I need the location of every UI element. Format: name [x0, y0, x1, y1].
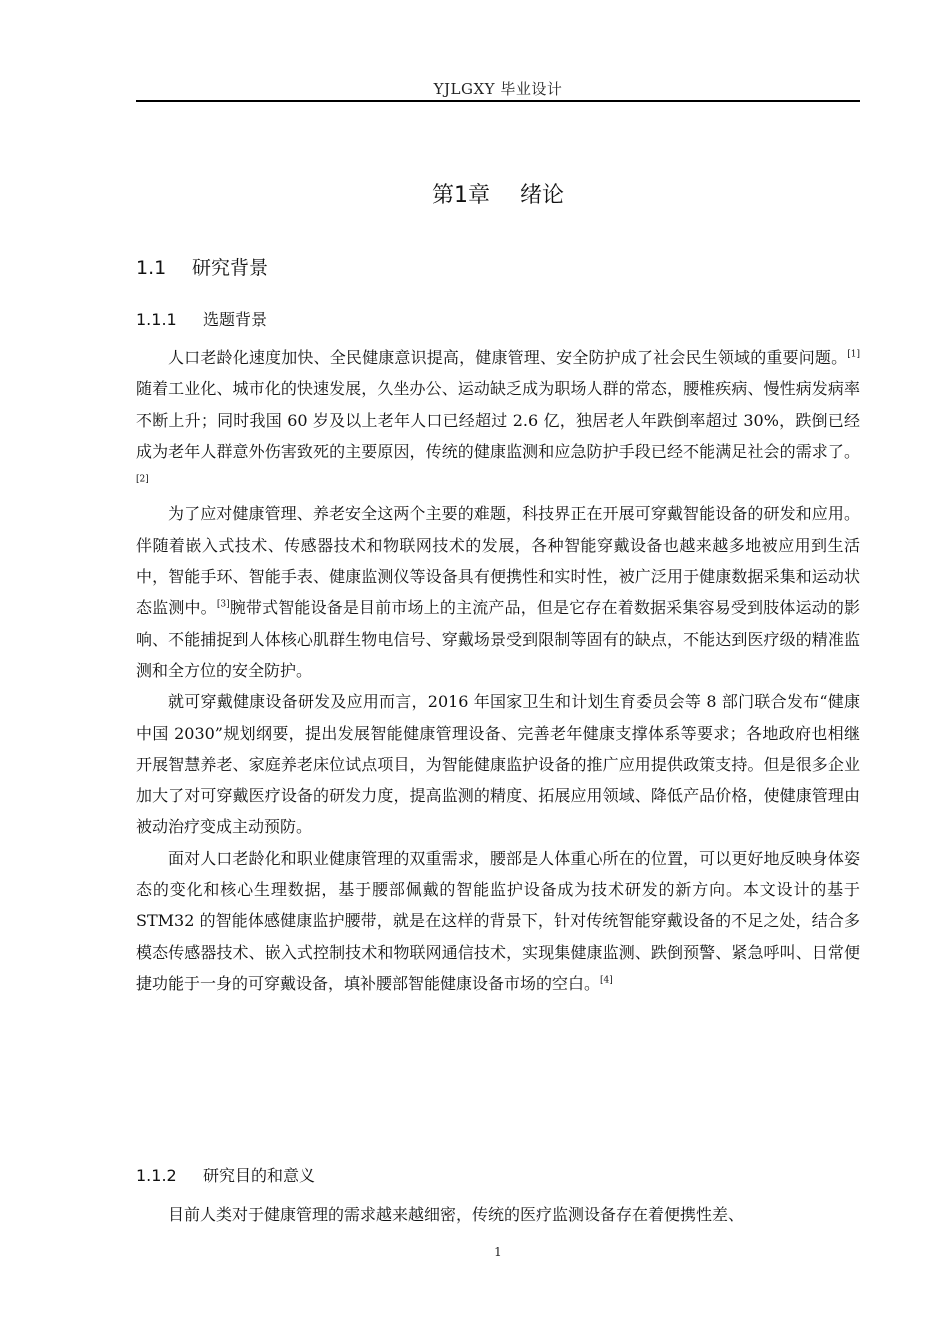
- section-heading-1-1: [136, 253, 268, 280]
- chapter-heading: [136, 178, 860, 209]
- citation-marker: [1]: [847, 349, 860, 360]
- paragraph: [136, 1199, 860, 1230]
- subsection-heading-1-1-1: [136, 307, 267, 330]
- paragraph-text: 面对人口老龄化和职业健康管理的双重需求，腰部是人体重心所在的位置，可以更好地反映身体姿态的变化和核心生理数据，基于腰部佩戴的智能监护设备成为技术研发的新方向。本文设计的基于 STM32 的智能体感健康监护腰带，就是在这样的背景下，针对传统智能穿戴设备的不足之处，结合多模态传感器技术、嵌入式控制技术和物联网通信技术，实现集健康监测、跌倒预警、紧急呼叫、日常便捷功能于一身的可穿戴设备，填补腰部智能健康设备市场的空白。: [136, 848, 860, 993]
- paragraph-text: 就可穿戴健康设备研发及应用而言，2016 年国家卫生和计划生育委员会等 8 部门联合发布“健康中国 2030”规划纲要，提出发展智能健康管理设备、完善老年健康支撑体系等要求；各地政府也相继开展智慧养老、家庭养老床位试点项目，为智能健康监护设备的推广应用提供政策支持。但是很多企业加大了对可穿戴医疗设备的研发力度，提高监测的精度、拓展应用领域、降低产品价格，使健康管理由被动治疗变成主动预防。: [136, 692, 860, 837]
- paragraph-text: 随着工业化、城市化的快速发展，久坐办公、运动缺乏成为职场人群的常态，腰椎疾病、慢性病发病率不断上升；同时我国 60 岁及以上老年人口已经超过 2.6 亿，独居老人年跌倒率超过 30%，跌倒已经成为老年人群意外伤害致死的主要原因，传统的健康监测和应急防护手段已经不能满足社会的需求了。: [136, 379, 860, 461]
- paragraph-text: 为了应对健康管理、养老安全这两个主要的难题，科技界正在开展可穿戴智能设备的研发和应用。伴随着嵌入式技术、传感器技术和物联网技术的发展，各种智能穿戴设备也越来越多地被应用到生活中，智能手环、智能手表、健康监测仪等设备具有便携性和实时性，被广泛用于健康数据采集和运动状态监测中。: [136, 504, 860, 618]
- paragraph: [136, 342, 860, 498]
- paragraph: [136, 498, 860, 686]
- page-number: 1: [494, 1245, 502, 1259]
- chapter-number: 第1章: [431, 183, 490, 208]
- subsection-heading-1-1-2: [136, 1163, 315, 1186]
- paragraph-text: 腕带式智能设备是目前市场上的主流产品，但是它存在着数据采集容易受到肢体运动的影响、不能捕捉到人体核心肌群生物电信号、穿戴场景受到限制等固有的缺点，不能达到医疗级的精准监测和全方位的安全防护。: [136, 598, 860, 680]
- subsection-title: 选题背景: [203, 310, 268, 329]
- paragraph-text: 目前人类对于健康管理的需求越来越细密，传统的医疗监测设备存在着便携性差、: [168, 1205, 745, 1224]
- paragraph: [136, 686, 860, 842]
- citation-marker: [2]: [136, 474, 149, 485]
- header-rule: [136, 100, 860, 102]
- subsection-number: 1.1.2: [136, 1166, 177, 1185]
- section-number: 1.1: [136, 257, 167, 279]
- citation-marker: [4]: [600, 975, 613, 986]
- running-header: YJLGXY 毕业设计: [433, 80, 563, 98]
- subsection-number: 1.1.1: [136, 310, 177, 329]
- chapter-title: 绪论: [519, 183, 564, 208]
- paragraph-text: 人口老龄化速度加快、全民健康意识提高，健康管理、安全防护成了社会民生领域的重要问题。: [168, 348, 848, 367]
- body-text-1-1-2: [136, 1199, 860, 1230]
- body-text-1-1-1: [136, 342, 860, 999]
- citation-marker: [3]: [216, 600, 230, 611]
- paragraph: [136, 843, 860, 999]
- section-title: 研究背景: [192, 257, 269, 279]
- subsection-title: 研究目的和意义: [203, 1166, 316, 1185]
